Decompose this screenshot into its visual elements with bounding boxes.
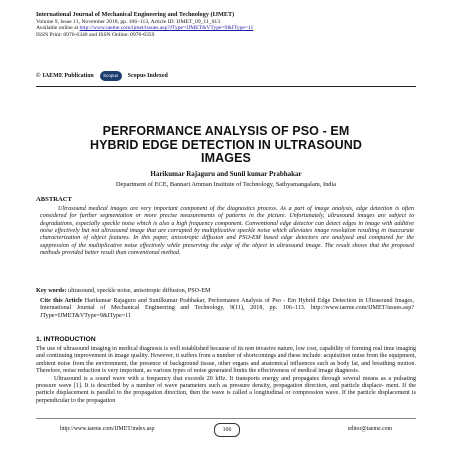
journal-volume: Volume 9, Issue 11, November 2018, pp. 106–113, Article ID: IJMET_09_11_013 xyxy=(36,18,221,25)
scopus-logo-icon: Scopus xyxy=(100,71,122,81)
footer-email[interactable]: editor@iaeme.com xyxy=(347,426,392,432)
footer-url[interactable]: http://www.iaeme.com/IJMET/index.asp xyxy=(60,426,155,432)
paper-title-line-1: PERFORMANCE ANALYSIS OF PSO - EM xyxy=(102,124,350,138)
citation xyxy=(40,298,414,320)
keywords-text: ultrasound, speckle noise, anisotropic diffusion, PSO-EM xyxy=(66,287,211,294)
keywords-label: Key words: xyxy=(36,287,67,294)
paper-title-line-2: HYBRID EDGE DETECTION IN ULTRASOUND xyxy=(89,137,363,152)
cite-text: Harikumar Rajaguru and Sunilkumar Prabhakar, Performance Analysis of Pso - Em Hybrid Edge Detection in Ultrasound Images, International Journal of Mechanical Engineering and Technology, 9(11), 2018, pp. 106–113. xyxy=(40,298,415,312)
page-footer xyxy=(36,423,416,437)
publisher-row xyxy=(36,70,416,82)
header-divider xyxy=(36,86,416,87)
cite-label: Cite this Article xyxy=(40,298,83,304)
journal-availability xyxy=(36,25,416,32)
keywords xyxy=(36,287,416,294)
intro-paragraph-1: The use of ultrasound imaging in medical diagnosis is well established because of its non invasive nature, low cost, capability of forming real time imaging and continuing improvement in image quality. However, it suffers from a number of shortcomings and these include: acquisition noise from the equipment, ambient noise from the environment, the presence of background tissue, other organs and anatomical influences such as body fat, and breathing motion. Therefore, noise reduction is very important, as various types of noise generated limits the effectiveness of medical image diagnosis. xyxy=(36,346,416,375)
abstract-text: Ultrasound medical images are very important component of the diagnostics process. As a part of image analysis, edge detection is often considered for further segmentation or more precise measurements of patterns in the picture. Unfortunately, ultrasound images are subject to degradations, especially speckle noise which is also a high frequency component. Conventional edge detector can detect edges in image with additive noise effectively but not ultrasound image that are corrupted by multiplicative speckle noise which alleviates image resolution resulting in inaccurate characterization of object features. In this paper, anisotropic diffusion and PSO-EM based edge detectors are analyzed and compared for the suppression of the multiplicative noise effectively while preserving the edge of the object in ultrasound image. The result shows that the proposed methods provided better result than conventional method. xyxy=(40,206,414,257)
cite-link[interactable]: http://www.iaeme.com/IJMET/issues.asp?JType=IJMET&VType=9&IType=11 xyxy=(40,305,414,319)
introduction-heading: 1. INTRODUCTION xyxy=(36,336,96,343)
journal-issn: ISSN Print: 0976-6340 and ISSN Online: 0976-6359 xyxy=(36,31,155,38)
available-prefix: Available online at xyxy=(36,25,80,32)
introduction-body xyxy=(36,346,416,405)
journal-header xyxy=(36,12,416,38)
copyright-symbol: © xyxy=(36,73,41,79)
paper-authors: Harikumar Rajaguru and Sunil kumar Prabhakar xyxy=(150,170,302,178)
journal-issue-link[interactable]: http://www.iaeme.com/ijmet/issues.asp?JType=IJMET&VType=9&IType=11 xyxy=(79,25,254,32)
intro-paragraph-2: Ultrasound is a sound wave with a frequency that exceeds 20 kHz. It transports energy and propagates through several means as a pulsating pressure wave [1]. It is described by a number of wave parameters such as pressure density, propagation direction, and particle displace- ment. If the particle displacement is parallel to the propagation direction, then the wave is called a longitudinal or compression wave. If the particle displacement is perpendicular to the propagation xyxy=(36,375,416,404)
abstract-heading: ABSTRACT xyxy=(36,196,72,203)
journal-title: International Journal of Mechanical Engineering and Technology (IJMET) xyxy=(36,11,235,18)
publisher-name: IAEME Publication xyxy=(42,73,94,79)
scopus-indexed: Scopus Indexed xyxy=(127,73,168,79)
paper-title xyxy=(36,125,416,166)
paper-title-line-3: IMAGES xyxy=(201,151,251,165)
page-number: 106 xyxy=(214,423,240,437)
footer-divider xyxy=(36,418,416,419)
paper-affiliation: Department of ECE, Bannari Amman Institute of Technology, Sathyamangalam, India xyxy=(115,181,337,188)
